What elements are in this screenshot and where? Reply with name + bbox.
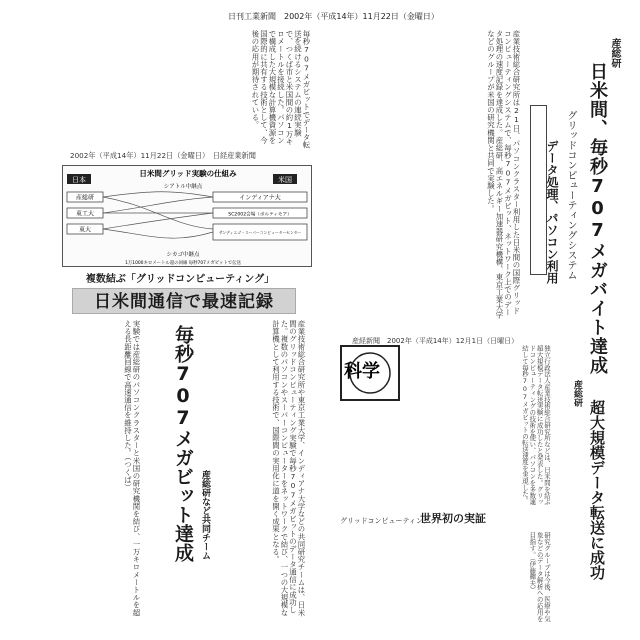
us-node-sdsc: サンディエゴ・スーパーコンピューターセンター (218, 230, 302, 235)
us-node-sc2002: SC2002会場（ボルティモア） (228, 212, 292, 218)
science-section-logo (340, 345, 400, 401)
logo-char: 科学 (344, 361, 380, 382)
article-headline: 毎秒707メガビット達成 (172, 325, 194, 562)
article-body: 独立行政法人産業技術総合研究所などは、日米間を結ぶ超大規模データ転送実験に成功したと発表した。グリッドコンピューティングの技術を使い、パソコンを多数連結して毎秒707メガビットの転送速度を実現した。 (520, 345, 551, 505)
us-node-indiana: インディアナ大 (239, 194, 281, 202)
jp-node-utokyo: 東大 (78, 226, 92, 234)
diagram-upper-route: シアトル中継点 (163, 184, 203, 190)
article-headline: 日米間、毎秒707メガバイト達成 (587, 62, 608, 375)
us-label: 米国 (278, 176, 292, 184)
diagram-links (103, 192, 213, 238)
diagram-lower-route: シカゴ中継点 (166, 252, 200, 258)
network-diagram (62, 165, 312, 267)
article-banner-headline: 日米間通信で最速記録 (72, 288, 296, 314)
article-subtitle: 世界初の実証 (420, 512, 486, 525)
article-body: 産業技術総合研究所は21日、パソコンクラスター利用した日米間の国際グリッドコンピューティングシステムで、毎秒707メガビット、ネットワーク上でのデータ処理の速度記録を達成した。産総研、高エネルギー加速器研究機構、東京工業大学などのグループが米国の研究機関と共同で実験した。 (486, 30, 521, 319)
jp-node-titech: 東工大 (75, 210, 95, 218)
diagram-title: 日米間グリッド実験の仕組み (139, 169, 237, 178)
article-subtitle-small: グリッドコンピューティング (340, 517, 430, 525)
science-logo-icon (342, 347, 398, 399)
article-headline: 超大規模データ転送に成功 (588, 400, 606, 580)
network-diagram-svg (63, 166, 313, 268)
article-body-continued: 毎秒707メガビットでデータ転送を続けるシステムの連続実験で、つくば市と米国間の約1万キロメートルを接続した。パソコンで構成した大規模な計算機資源を国際的に共有する技術として、今後の応用が期待されている。 (250, 30, 311, 149)
newspaper-header-sankei: 産経新聞 2002年（平成14年）12月1日（日曜日） (352, 337, 519, 345)
diagram-footnote: 1万1000キロメートル超の回線 毎秒707メガビットで伝送 (125, 261, 241, 266)
article-subheadline: 産総研など共同チーム (200, 470, 210, 560)
article-kicker: 複数結ぶ「グリッドコンピューティング」 (85, 274, 275, 285)
article-subheading: データ処理、パソコン利用 (545, 140, 559, 284)
newspaper-header-nikkei: 2002年（平成14年）11月22日（金曜日） 日経産業新聞 (70, 151, 256, 160)
article-body-continued: 研究グループは今後、医療や気象などのデータ解析への応用を目指す。（伊藤輝夫） (528, 532, 551, 622)
article-body-continued: 実験では産総研のパソコンクラスターと米国の研究機関を結び、一万キロメートルを超える長距離回線で高速通信を維持した。（つくば） (123, 320, 141, 617)
article-body: 産業技術総合研究所や東京工業大学、インディアナ大学などの共同研究チームは、日米間のグリッドコンピューティング実験で毎秒707メガビットのデータ通信に成功した。複数のパソコンやスーパーコンピューターをネットワークで結び、一つの大規模な計算機として利用する技術で、国際間の実用化に道を開く成果となる。 (271, 320, 306, 617)
article-dept-label: 産総研 (609, 38, 620, 68)
newspaper-header-nikkan: 日刊工業新聞 2002年（平成14年）11月22日（金曜日） (228, 12, 439, 21)
article-subheading-boxed: グリッドコンピューティングシステム (565, 110, 576, 280)
article-dept-label: 産総研 (572, 380, 582, 407)
jp-node-aist: 産総研 (75, 194, 95, 202)
jp-label: 日本 (72, 176, 86, 184)
